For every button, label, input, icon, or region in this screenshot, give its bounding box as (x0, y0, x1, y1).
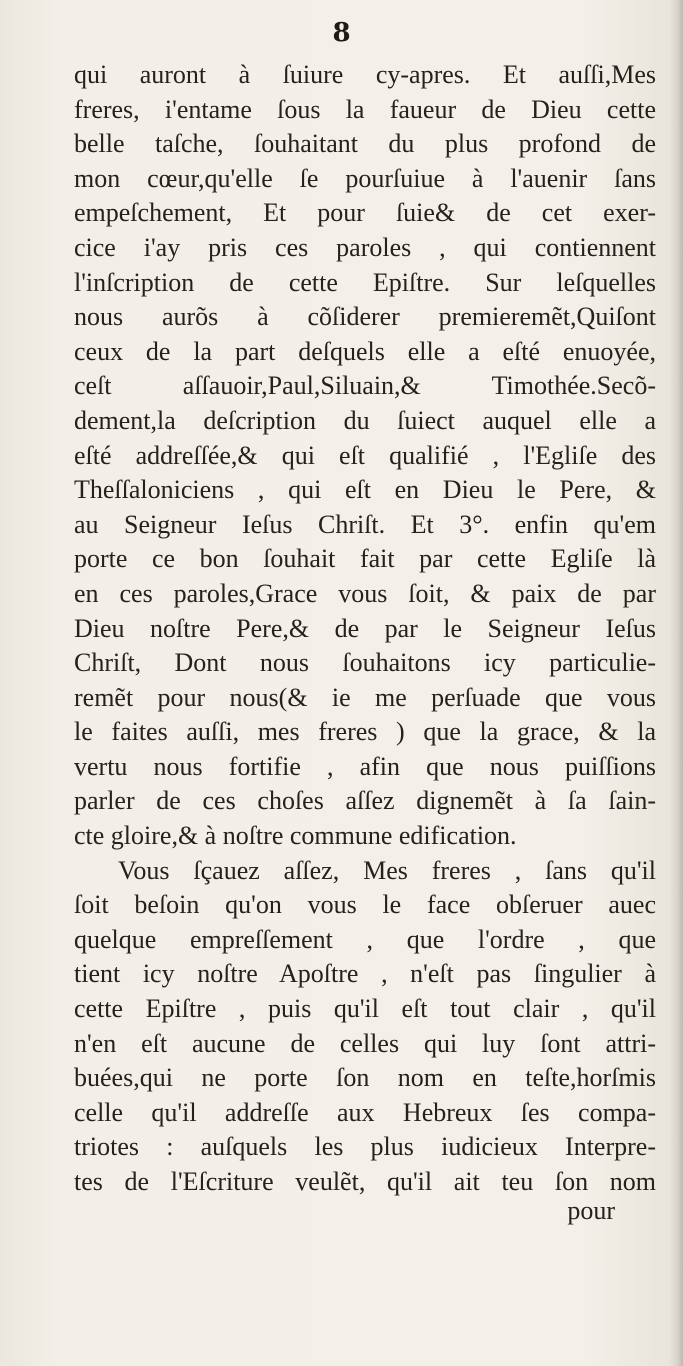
text-line-16: en ces paroles,Grace vous ſoit, & paix de par (74, 578, 656, 608)
text-line-3: belle taſche, ſouhaitant du plus profond de (74, 129, 656, 159)
text-line-15: porte ce bon ſouhait fait par cette Egliſe là (74, 544, 656, 574)
text-line-2: freres, i'entame ſous la faueur de Dieu cette (74, 94, 656, 124)
text-line-8: nous aurõs à cõſiderer premieremẽt,Quiſont (74, 302, 656, 332)
text-line-1: qui auront à ſuiure cy-apres. Et auſſi,Mes (74, 60, 656, 89)
text-line-31: celle qu'il addreſſe aux Hebreux ſes compa- (74, 1097, 656, 1127)
text-line-9: ceux de la part deſquels elle a eſté enuoyée, (74, 336, 656, 366)
text-line-11: dement,la deſcription du ſuiect auquel elle a (74, 405, 656, 435)
text-line-22: parler de ces choſes aſſez dignemẽt à ſa ſain- (74, 786, 656, 816)
body-text (74, 58, 656, 1200)
text-line-24: Vous ſçauez aſſez, Mes freres , ſans qu'il (118, 855, 656, 885)
text-line-28: cette Epiſtre , puis qu'il eſt tout clair , qu'il (74, 994, 656, 1024)
text-line-25: ſoit beſoin qu'on vous le face obſeruer auec (74, 890, 656, 920)
text-line-12: eſté addreſſée,& qui eſt qualifié , l'Egliſe des (74, 440, 656, 470)
text-line-18: Chriſt, Dont nous ſouhaitons icy particulie- (74, 648, 656, 678)
text-line-19: remẽt pour nous(& ie me perſuade que vous (74, 682, 656, 712)
text-line-5: empeſchement, Et pour ſuie& de cet exer- (74, 198, 656, 228)
text-line-14: au Seigneur Ieſus Chriſt. Et 3°. enfin qu'em (74, 509, 656, 539)
text-line-26: quelque empreſſement , que l'ordre , que (74, 924, 656, 954)
text-line-4: mon cœur,qu'elle ſe pourſuiue à l'auenir ſans (74, 163, 656, 193)
text-line-17: Dieu noſtre Pere,& de par le Seigneur Ieſus (74, 613, 656, 643)
text-line-30: buées,qui ne porte ſon nom en teſte,horſmis (74, 1063, 656, 1093)
text-line-13: Theſſaloniciens , qui eſt en Dieu le Pere, & (74, 475, 656, 505)
text-line-27: tient icy noſtre Apoſtre , n'eſt pas ſingulier à (74, 959, 656, 989)
text-line-6: cice i'ay pris ces paroles , qui contiennent (74, 232, 656, 262)
text-line-20: le faites auſſi, mes freres ) que la grace, & la (74, 717, 656, 747)
text-line-33: tes de l'Eſcriture veulẽt, qu'il ait teu ſon nom (74, 1167, 656, 1196)
text-line-21: vertu nous fortifie , afin que nous puiſſions (74, 751, 656, 781)
text-line-10: ceſt aſſauoir,Paul,Siluain,& Timothée.Secõ- (74, 371, 656, 401)
page-number: 8 (332, 18, 351, 48)
text-line-23: cte gloire,& à noſtre commune edification. (74, 821, 517, 851)
page-edge-shadow (669, 0, 683, 1366)
text-line-29: n'en eſt aucune de celles qui luy ſont attri- (74, 1028, 656, 1058)
text-line-32: triotes : auſquels les plus iudicieux Interpre- (74, 1132, 656, 1162)
text-line-7: l'inſcription de cette Epiſtre. Sur leſquelles (74, 267, 656, 297)
catchword: pour (567, 1196, 615, 1225)
